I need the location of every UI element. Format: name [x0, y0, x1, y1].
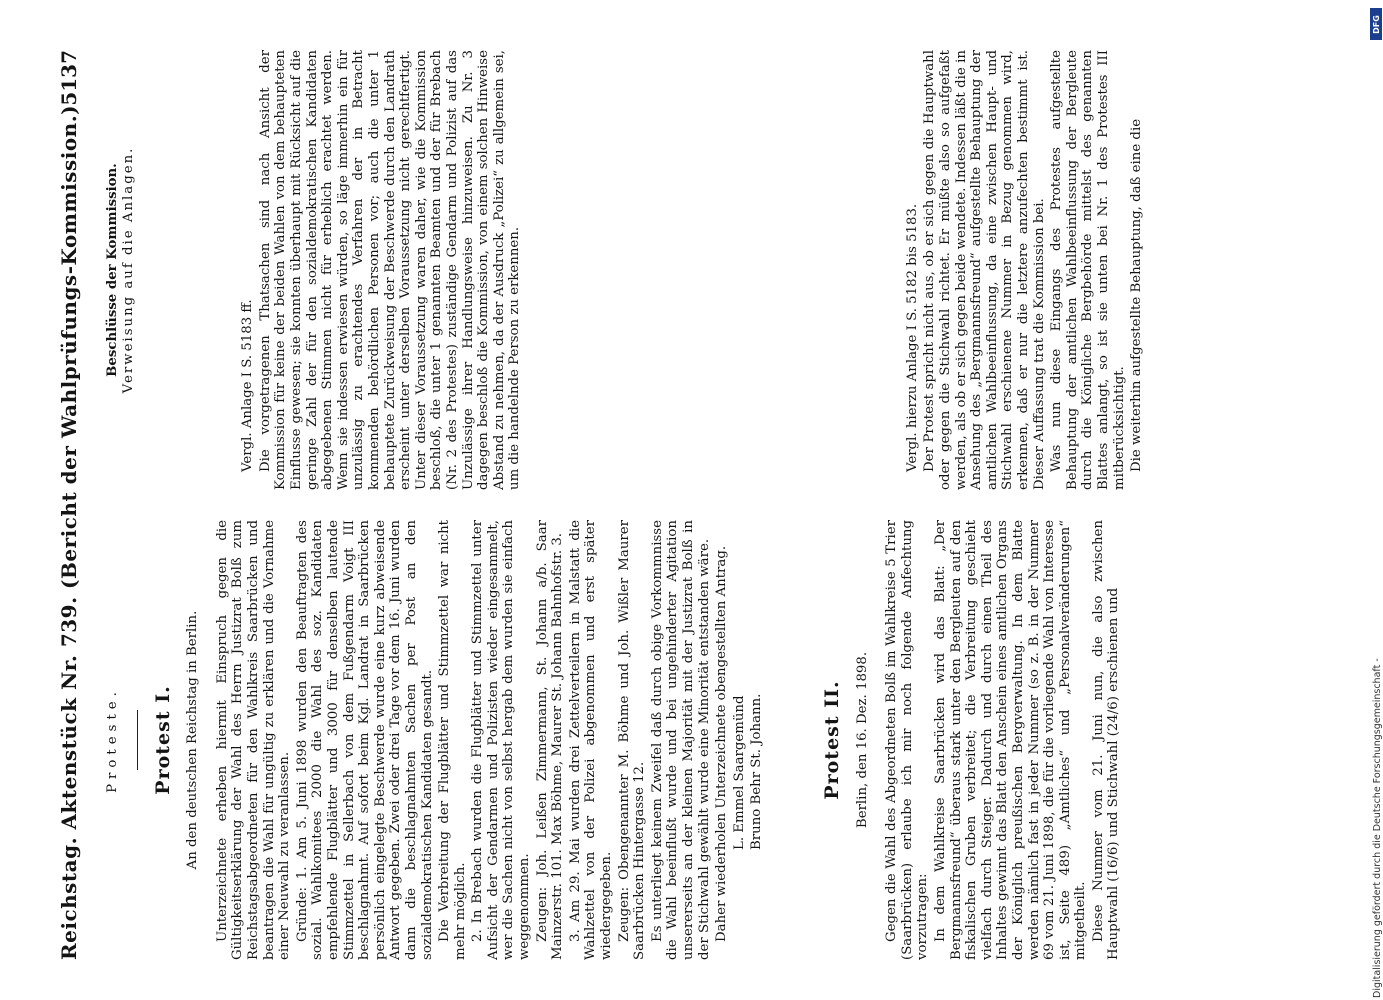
protest-1-paragraph: Gründe: 1. Am 5. Juni 1898 wurden den Beauftragten des sozial. Wahlkomitees 2000 die Wahl des soz. Kandidaten empfehlende Flugblätter und 3000 für denselben lautende Stimmzettel in Sellerbach von dem Fußgendarm Voigt III beschlagnahmt. Auf sofort beim Kgl. Landrat in Saarbrücken persönlich eingelegte Beschwerde wurde eine kurz abweisende Antwort gegeben. Zwei oder drei Tage vor dem 16. Juni wurden dann die beschlagnahmten Sachen per Post an den sozialdemokratischen Kandidaten gesandt.: [294, 520, 435, 960]
protest-1-paragraph: Die Verbreitung der Flugblätter und Stimmzettel war nicht mehr möglich.: [437, 520, 468, 960]
decision-paragraph: Die vorgetragenen Thatsachen sind nach Ansicht der Kommission für keine der beiden Wahlen von dem behaupteten Einflusse gewesen; sie konnten überhaupt mit Rücksicht auf die geringe Zahl der für den sozialdemokratischen Kandidaten abgegebenen Stimmen nicht für erheblich erachtet werden. Wenn sie indessen erwiesen würden, so läge immerhin ein für unzulässig zu erachtendes Verfahren der in Betracht kommenden behördlichen Personen vor; auch die unter 1 behauptete Zurückweisung der Beschwerde durch den Landrath erscheint unter derselben Voraussetzung nicht gerechtfertigt. Unter dieser Voraussetzung waren daher, wie die Kommission beschloß, die unter 1 genannten Beamten und der für Brebach (Nr. 2 des Protestes) zuständige Gendarm und Polizist auf das Unzulässige ihrer Handlungsweise hinzuweisen. Zu Nr. 3 dagegen beschloß die Kommission, von einem solchen Hinweise Abstand zu nehmen, da der Ausdruck „Polizei“ zu allgemein sei, um die handelnde Person zu erkennen.: [257, 50, 523, 490]
protest-2-title: Protest II.: [820, 680, 843, 800]
protest-1-addressee: An den deutschen Reichstag in Berlin.: [185, 610, 201, 870]
reference-annex-2: Vergl. hierzu Anlage I S. 5182 bis 5183.: [904, 203, 920, 472]
page-number: 5137: [57, 50, 81, 106]
decision-paragraph: Die weiterhin aufgestellte Behauptung, daß eine die: [1129, 118, 1145, 472]
protest-1-title: Protest I.: [151, 685, 174, 795]
section-divider: [137, 710, 138, 770]
protest-2-paragraph: In dem Wahlkreise Saarbrücken wird das Blatt: „Der Bergmannsfreund“ überaus stark unter den Bergleuten auf den fiskalischen Gruben verbreitet; die Verbreitung geschieht vielfach durch Steiger. Dadurch und durch einen Theil des Inhaltes gewinnt das Blatt den Anschein eines amtlichen Organs der Königlich preußischen Bergverwaltung. In dem Blatte werden nämlich fast in jeder Nummer (so z. B. in der Nummer 69 vom 21. Juni 1898, die für die vorliegende Wahl von Interesse ist, Seite 489) „Amtliches“ und „Personalveränderungen“ mitgetheilt.: [932, 520, 1089, 960]
protest-1-request: Daher wiederholen Unterzeichnete obengestellten Antrag.: [714, 545, 730, 942]
protest-1-conclusion: Es unterliegt keinem Zweifel daß durch obige Vorkommnisse die Wahl beeinflußt wurde und bei ungehinderter Agitation unsererseits an der kleinen Majorität mit der Justizrat Bolß in der Stichwahl gewählt wurde eine Minorität entstanden wäre.: [649, 520, 712, 960]
decision-paragraph: Was nun diese Eingangs des Protestes aufgestellte Behauptung der amtlichen Wahlbeeinflussung der Bergleute durch die Königliche Bergbehörde mittelst des genannten Blattes anlangt, so ist sie unten bei Nr. 1 des Protestes III mitberücksichtigt.: [1049, 50, 1127, 490]
dfg-logo-text: DFG: [1371, 14, 1381, 34]
digitization-credit: Digitalisierung gefördert durch die Deutsche Forschungsgemeinschaft -: [1372, 658, 1383, 998]
protest-2-paragraph: Diese Nummer vom 21. Juni nun, die also zwischen Hauptwahl (16/6) und Stichwahl (24/6) erschienen und: [1090, 520, 1122, 960]
witnesses-2: Zeugen: Obengenannter M. Böhme und Joh. Wißler Maurer Saarbrücken Hintergasse 12.: [616, 520, 648, 960]
proteste-title: Proteste.: [105, 687, 120, 793]
reference-annex-1: Vergl. Anlage I S. 5183 ff.: [240, 299, 256, 472]
dfg-logo: [1370, 8, 1382, 40]
running-head-title: Reichstag. Aktenstück Nr. 739. (Bericht der Wahlprüfungs-Kommission.): [57, 104, 81, 960]
decisions-subtitle: Verweisung auf die Anlagen.: [120, 146, 136, 394]
rotated-document-page: [55, 50, 1285, 960]
protest-1-paragraph: Unterzeichnete erheben hiermit Einspruch gegen die Gültigkeitserklärung der Wahl des Herrn Justizrat Bolß zum Reichstagsabgeordneten für den Wahlkreis Saarbrücken und beantragen die Wahl für ungültig zu erklären und die Vornahme einer Neuwahl zu veranlassen.: [214, 520, 293, 960]
protest-1-paragraph: 2. In Brebach wurden die Flugblätter und Stimmzettel unter Aufsicht der Gendarmen und Polizisten wieder eingesammelt, wer die Sachen nicht von selbst hergab dem wurden sie einfach weggenommen.: [470, 520, 533, 960]
running-header: [55, 50, 89, 960]
signature-1: L. Emmel Saargemünd: [731, 695, 747, 850]
decisions-title: Beschlüsse der Kommission.: [105, 163, 120, 377]
witnesses-1: Zeugen: Joh. Leißen Zimmermann, St. Johann a/b. Saar Mainzerstr. 101. Max Böhme, Maurer St. Johann Bahnhofstr. 3.: [534, 520, 566, 960]
protest-1-paragraph: 3. Am 29. Mai wurden drei Zettelverteilern in Malstatt die Wahlzettel von der Polizei abgenommen und erst später wiedergegeben.: [567, 520, 615, 960]
decision-paragraph: Der Protest spricht nicht aus, ob er sich gegen die Hauptwahl oder gegen die Stichwahl richtet. Er müßte also so aufgefaßt werden, als ob er sich gegen beide wendete. Indessen läßt die in Ansehung des „Bergmannsfreund“ aufgestellte Behauptung der amtlichen Wahlbeeinflussung, da eine zwischen Haupt- und Stichwahl erschienene Nummer in Bezug genommen wird, erkennen, daß er nur die letztere anzufechten bestimmt ist. Dieser Auffassung trat die Kommission bei.: [922, 50, 1047, 490]
decisions-column: [105, 50, 1275, 490]
protest-2-date: Berlin, den 16. Dez. 1898.: [854, 651, 870, 829]
protest-2-paragraph: Gegen die Wahl des Abgeordneten Bolß im Wahlkreise 5 Trier (Saarbrücken) erlaube ich mir noch folgende Anfechtung vorzutragen:: [884, 520, 931, 960]
signature-2: Bruno Behr St. Johann.: [749, 693, 765, 850]
proteste-column: [105, 520, 1275, 960]
